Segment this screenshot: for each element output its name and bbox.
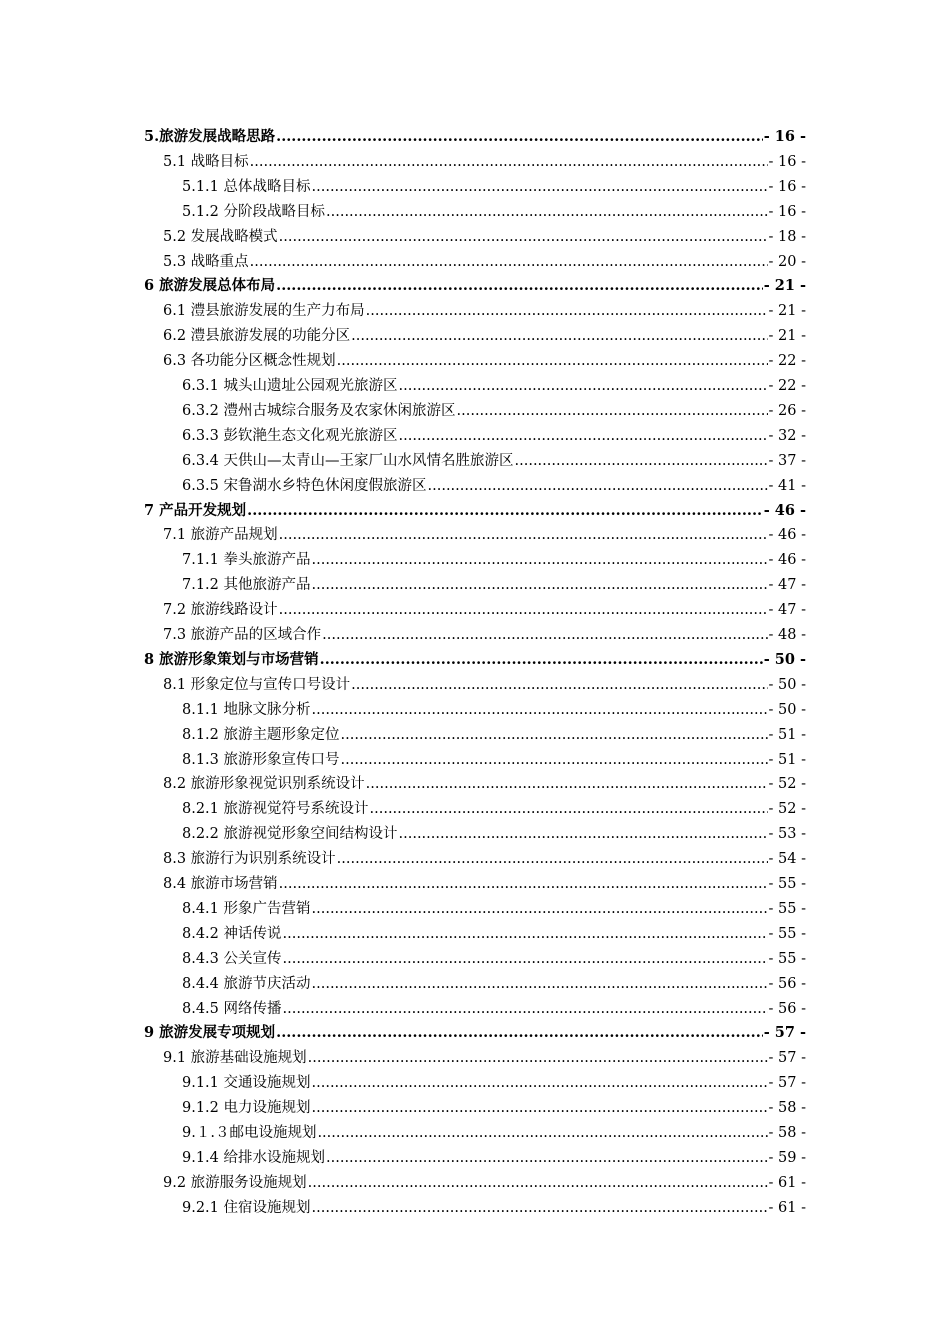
toc-entry[interactable] [163,250,806,275]
toc-dot-leader [250,150,768,175]
toc-dot-leader [337,349,768,374]
toc-entry-title: 5.1 战略目标 [163,153,249,170]
toc-entry-page-number: - 55 - [768,950,806,967]
toc-dot-leader [283,997,768,1022]
toc-entry[interactable] [182,1196,806,1221]
toc-dot-leader [312,1096,768,1121]
toc-entry-page-number: - 56 - [768,975,806,992]
toc-dot-leader [276,274,763,299]
toc-entry[interactable] [182,972,806,997]
toc-entry-page-number: - 16 - [768,178,806,195]
toc-entry[interactable] [163,872,806,897]
toc-entry-page-number: - 55 - [768,876,806,892]
toc-entry-page-number: - 46 - [763,501,806,519]
toc-entry[interactable] [182,797,806,822]
toc-dot-leader [322,623,767,648]
toc-dot-leader [317,1121,767,1146]
toc-entry[interactable] [182,573,806,598]
toc-entry[interactable] [163,623,806,648]
toc-dot-leader [312,897,768,922]
toc-dot-leader [308,1171,768,1196]
toc-dot-leader [370,797,768,822]
toc-entry[interactable] [163,349,806,374]
toc-entry-page-number: - 21 - [768,303,806,320]
toc-entry[interactable] [144,274,806,299]
toc-entry[interactable] [182,723,806,748]
toc-dot-leader [250,250,768,275]
toc-dot-leader [341,748,768,773]
toc-entry-page-number: - 50 - [768,676,806,693]
toc-entry[interactable] [163,523,806,548]
toc-dot-leader [326,200,768,225]
toc-dot-leader [312,175,768,200]
toc-entry-page-number: - 22 - [768,353,806,370]
toc-entry-title: 6.1 澧县旅游发展的生产力布局 [163,303,365,320]
toc-entry-title: 9.2 旅游服务设施规划 [163,1174,307,1191]
toc-entry-title: 5.3 战略重点 [163,253,249,270]
toc-entry-page-number: - 37 - [768,452,806,469]
toc-entry-title: 7 产品开发规划 [144,501,247,519]
toc-entry-page-number: - 47 - [768,602,806,619]
toc-dot-leader [326,1146,768,1171]
toc-entry[interactable] [182,897,806,922]
toc-entry-title: 8.3 旅游行为识别系统设计 [163,851,336,868]
toc-entry-page-number: - 20 - [768,253,806,270]
toc-entry[interactable] [163,324,806,349]
toc-entry[interactable] [182,399,806,424]
toc-entry[interactable] [182,748,806,773]
toc-dot-leader [312,548,768,573]
toc-entry[interactable] [182,200,806,225]
toc-entry-page-number: - 26 - [768,402,806,419]
toc-entry-title: 8.1 形象定位与宣传口号设计 [163,676,351,693]
toc-dot-leader [279,872,768,897]
toc-entry-title: 8.2.1 旅游视觉符号系统设计 [182,801,369,818]
toc-entry-page-number: - 55 - [768,925,806,942]
toc-entry[interactable] [163,673,806,698]
toc-dot-leader [283,922,768,947]
toc-dot-leader [351,673,767,698]
toc-dot-leader [312,698,768,723]
toc-entry[interactable] [144,1021,806,1046]
toc-entry-title: 7.1.2 其他旅游产品 [182,577,311,594]
toc-entry-title: 6.3.1 城头山遗址公园观光旅游区 [182,378,398,394]
toc-entry-title: 6.3 各功能分区概念性规划 [163,353,336,370]
toc-entry-page-number: - 57 - [768,1075,806,1092]
toc-dot-leader [279,225,768,250]
toc-entry-title: 9.1.2 电力设施规划 [182,1100,311,1117]
toc-entry-page-number: - 58 - [768,1100,806,1117]
toc-entry[interactable] [144,648,806,673]
toc-entry-page-number: - 50 - [763,650,806,668]
toc-entry[interactable] [163,150,806,175]
toc-entry-page-number: - 54 - [768,851,806,868]
toc-entry-page-number: - 57 - [763,1024,806,1042]
toc-entry-title: 8.2.2 旅游视觉形象空间结构设计 [182,826,398,843]
toc-entry-title: 5.旅游发展战略思路 [144,128,276,145]
toc-entry-page-number: - 61 - [768,1174,806,1191]
toc-entry-title: 9 旅游发展专项规划 [144,1024,276,1042]
toc-entry[interactable] [144,125,806,150]
toc-entry[interactable] [163,1046,806,1071]
toc-entry-title: 5.2 发展战略模式 [163,228,278,245]
toc-entry-page-number: - 52 - [768,776,806,793]
toc-entry-page-number: - 51 - [768,726,806,743]
toc-entry-title: 8 旅游形象策划与市场营销 [144,650,319,668]
toc-entry[interactable] [163,847,806,872]
toc-entry-title: 6.3.4 天供山—太青山—王家厂山水风情名胜旅游区 [182,452,514,469]
toc-entry[interactable] [182,1096,806,1121]
toc-dot-leader [366,299,768,324]
toc-entry-title: 9.1.1 交通设施规划 [182,1075,311,1092]
toc-entry[interactable] [182,1121,806,1146]
toc-entry-title: 8.4.3 公关宣传 [182,950,282,967]
toc-entry-page-number: - 18 - [768,228,806,245]
toc-dot-leader [399,374,768,399]
toc-entry[interactable] [163,772,806,797]
toc-dot-leader [399,424,768,449]
toc-entry-page-number: - 56 - [768,1000,806,1017]
toc-dot-leader [276,1021,763,1046]
toc-entry-page-number: - 21 - [763,277,806,295]
toc-entry-page-number: - 32 - [768,427,806,444]
toc-entry-title: 9.1 旅游基础设施规划 [163,1050,307,1067]
toc-dot-leader [457,399,768,424]
toc-entry-page-number: - 55 - [768,900,806,917]
toc-dot-leader [366,772,768,797]
toc-dot-leader [308,1046,768,1071]
toc-entry-page-number: - 57 - [768,1050,806,1067]
toc-entry-page-number: - 51 - [768,751,806,768]
toc-entry-page-number: - 16 - [768,153,806,170]
toc-entry[interactable] [182,947,806,972]
toc-entry-title: 7.2 旅游线路设计 [163,602,278,619]
toc-entry-title: 6.2 澧县旅游发展的功能分区 [163,328,351,345]
toc-entry[interactable] [182,449,806,474]
toc-entry-title: 8.4 旅游市场营销 [163,876,278,892]
toc-entry-page-number: - 16 - [768,203,806,220]
toc-entry[interactable] [182,922,806,947]
toc-entry[interactable] [182,175,806,200]
toc-dot-leader [312,972,768,997]
toc-entry-title: 7.3 旅游产品的区域合作 [163,627,322,643]
toc-entry-title: 8.1.3 旅游形象宣传口号 [182,751,340,768]
toc-entry[interactable] [182,424,806,449]
toc-entry-page-number: - 46 - [768,527,806,544]
toc-entry[interactable] [182,1146,806,1171]
toc-entry-title: 6.3.3 彭钦滟生态文化观光旅游区 [182,427,398,444]
toc-entry-title: 8.1.1 地脉文脉分析 [182,701,311,718]
toc-entry-title: 8.1.2 旅游主题形象定位 [182,726,340,743]
toc-entry[interactable] [182,548,806,573]
toc-entry[interactable] [182,474,806,499]
toc-dot-leader [351,324,767,349]
toc-entry-title: 6 旅游发展总体布局 [144,277,276,295]
toc-dot-leader [247,499,763,524]
toc-dot-leader [320,648,763,673]
toc-entry-title: 8.4.5 网络传播 [182,1000,282,1017]
toc-dot-leader [312,1196,768,1221]
toc-entry-page-number: - 22 - [768,378,806,394]
toc-dot-leader [428,474,768,499]
toc-entry-page-number: - 50 - [768,701,806,718]
toc-entry[interactable] [182,698,806,723]
toc-dot-leader [399,822,768,847]
toc-dot-leader [279,598,768,623]
toc-dot-leader [341,723,768,748]
toc-entry[interactable] [144,499,806,524]
toc-entry-page-number: - 46 - [768,552,806,569]
toc-entry-title: 9.1.4 给排水设施规划 [182,1149,326,1166]
toc-dot-leader [515,449,768,474]
toc-entry-page-number: - 47 - [768,577,806,594]
toc-entry-title: 8.4.4 旅游节庆活动 [182,975,311,992]
toc-entry-page-number: - 58 - [768,1125,806,1141]
toc-dot-leader [279,523,768,548]
toc-entry[interactable] [182,374,806,399]
toc-entry[interactable] [163,598,806,623]
toc-dot-leader [312,573,768,598]
toc-entry-title: 9.１.３邮电设施规划 [182,1125,317,1141]
toc-entry-title: 6.3.5 宋鲁湖水乡特色休闲度假旅游区 [182,477,427,494]
toc-entry-title: 7.1.1 拳头旅游产品 [182,552,311,569]
toc-entry-page-number: - 21 - [768,328,806,345]
toc-dot-leader [276,125,763,150]
toc-entry-title: 8.4.2 神话传说 [182,925,282,942]
toc-entry-page-number: - 41 - [768,477,806,494]
toc-entry-title: 9.2.1 住宿设施规划 [182,1199,311,1216]
toc-entry-title: 6.3.2 澧州古城综合服务及农家休闲旅游区 [182,402,456,419]
toc-entry[interactable] [182,1071,806,1096]
toc-entry-page-number: - 48 - [768,627,806,643]
toc-entry[interactable] [163,299,806,324]
toc-entry-page-number: - 53 - [768,826,806,843]
toc-entry[interactable] [163,1171,806,1196]
toc-dot-leader [337,847,768,872]
toc-dot-leader [283,947,768,972]
toc-entry-title: 5.1.2 分阶段战略目标 [182,203,326,220]
toc-entry-page-number: - 16 - [763,128,806,145]
toc-entry-page-number: - 52 - [768,801,806,818]
toc-entry-title: 5.1.1 总体战略目标 [182,178,311,195]
toc-entry[interactable] [182,997,806,1022]
toc-entry[interactable] [182,822,806,847]
toc-entry-page-number: - 61 - [768,1199,806,1216]
toc-entry-title: 8.2 旅游形象视觉识别系统设计 [163,776,365,793]
toc-entry-title: 8.4.1 形象广告营销 [182,900,311,917]
toc-entry-page-number: - 59 - [768,1149,806,1166]
toc-entry[interactable] [163,225,806,250]
toc-entry-title: 7.1 旅游产品规划 [163,527,278,544]
toc-dot-leader [312,1071,768,1096]
